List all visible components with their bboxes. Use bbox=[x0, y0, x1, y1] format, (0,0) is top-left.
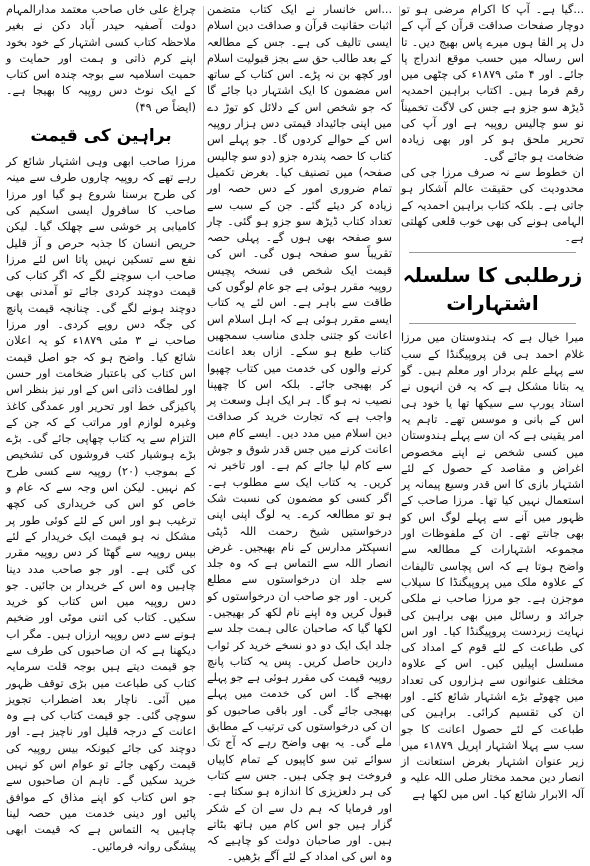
column-1-top-text: ...گیا ہے۔ آپ کا اکرام مرضی ہو تو دوچار صفحات صداقت قرآن کے آپ کے دل پر القا ہوں میرے پاس بھیج دیں۔ تا اس رسالہ میں حسب موقع اندراج پا جائے۔ اور ۴ مئی ۱۸۷۹ء کی چٹھی میں رقم فرما ہیں۔ اکتاب براہین احمدیہ ڈیڑھ سو جزو ہے جس کی لاگت تخمیناً نو سو چالیس روپیہ ہے اور آپ کی تحریر ملحق ہو کر اور بھی زیادہ ضخامت ہو جائے گی۔ bbox=[401, 3, 584, 163]
section-divider bbox=[409, 252, 576, 253]
column-1 bbox=[401, 2, 584, 801]
column-3-body-text: مرزا صاحب ابھی وہی اشتہار شائع کر رہے تھے کہ روپیہ چاروں طرف سے مینہ کی طرح برسنا شروع ہو گیا اور مرزا صاحب کا سافرول ایسی اسکیم کی کامیابی پر خوشی سے چھلک گیا۔ لیکن حریص انسان کا جذبہ حرص و آز قلیل نفع سے تسکین نہیں پاتا اس لئے مرزا صاحب اب سوچنے لگے کہ اگر کتاب کی قیمت دوچند کردی جائے تو آمدنی بھی دوچند ہونے لگے گی۔ چنانچہ قیمت پانچ کی جگہ دس روپے کردی۔ اور مرزا صاحب نے ۳ مئی ۱۸۷۹ء کو یہ اعلان شائع کیا۔ واضح ہو کہ جو اصل قیمت اس کتاب کی باعتبار ضخامت اور حسن اور لطافت ذاتی اس کے اور نیز بنظر اس پاکیزگی خط اور تحریر اور عمدگی کاغذ وغیرہ لوازم اور مراتب کے کہ جن کے التزام سے یہ کتاب چھاپی جائے گی۔ بڑے بڑے ہوشیار کتب فروشوں کی تشخیص کے بموجب (۲۰) روپیہ سے کسی طرح کم نہیں۔ لیکن اس وجہ سے کہ عام و خاص کو اس کی خریداری کی کچھ ترغیب ہو اور اس کے لئے کوئی طور پر مشکل نہ ہو قیمت ایک خریدار کے لئے بیس روپیہ سے گھٹا کر دس روپیہ مقرر کی گئی ہے۔ اور جو صاحب مدد دینا چاہیں وہ اس کے خریدار بن جائیں۔ جو دس روپیہ میں اس کتاب کو خرید سکیں۔ کتاب کی اتنی موٹی اور ضخیم ہونے سے دس روپیہ ارزاں ہیں۔ مگر اب دیکھنا ہے کہ ان صاحبوں کی طرف سے جو قیمت دیتے ہیں بوجہ قلت سرمایہ کتاب کی طباعت میں بڑی توقف ظہور میں آئی۔ ناچار بعد اضطراب تجویز سوچی گئی۔ جو قیمت کتاب کی ہے وہ اعانت کے درجہ قلیل اور ناچیز ہے۔ اور دوچند کی جائے کیونکہ بیس روپیہ کی قیمت رکھی جائے تو عوام اس کو نہیں خرید سکیں گے۔ تاہم ان صاحبوں سے جو اس کتاب کو اپنے مذاق کے موافق پائیں اور دینی خدمت میں حصہ لینا چاہیں یہ التماس ہے کہ قیمت ابھی پیشگی روانہ فرمائیں۔ bbox=[6, 155, 196, 853]
column-3 bbox=[6, 2, 196, 853]
section-heading-advertisements: زرطلبی کا سلسلہ اشتہارات bbox=[402, 263, 583, 316]
column-rule bbox=[203, 6, 204, 746]
column-2-text: ...اس خانسار نے ایک کتاب متضمن اثبات حقانیت قرآن و صداقت دین اسلام ایسی تالیف کی ہے۔ جس کے مطالعہ کے بعد طالب حق سے بجز قبولیت اسلام اور کچھ بن نہ پڑے۔ اس کتاب کے ساتھ اس مضمون کا ایک اشتہار دیا جائے گا کہ جو شخص اس کے دلائل کو توڑ دے میں اپنی جائیداد قیمتی دس ہزار روپیہ اس کے حوالے کردوں گا۔ جو پہلے اس کتاب کا حصہ پندرہ جزو (دو سو چالیس صفحہ) میں تصنیف کیا۔ بغرض تکمیل تمام ضروری امور کے دس حصہ اور زیادہ کر دیئے گئے۔ جن کے سبب سے تعداد کتاب ڈیڑھ سو جزو ہو گئی۔ چار سو صفحہ بھی ہوں گے۔ پہلی حصہ تقریباً سو صفحہ ہوں گی۔ اس کی قیمت ایک شخص فی نسخہ پچیس روپیہ مقرر ہوئی ہے جو عام لوگوں کی طاقت سے باہر ہے۔ اس لئے یہ کتاب ایسے مقرر ہوئی ہے کہ اہل اسلام اس اعانت کو جتنی جلدی مناسب سمجھیں کتاب طبع ہو سکے۔ ازاں بعد اعانت کرنے والوں کی خدمت میں کتاب چھپوا کر بھیجی جائے۔ بلکہ اس کا چھپنا نصیب نہ ہو گا۔ ہر ایک اہل وسعت پر واجب ہے کہ تجارت خرید کر صداقت دین اسلام میں مدد دیں۔ ایسے کام میں اعانت کرنے میں جس قدر شوق و جوش سے کام لیا جائے کم ہے۔ اور تاخیر نہ کریں۔ یہ کتاب ایک سے مطلوب ہے۔ اگر کسی کو مضمون کی نسبت شک ہو تو مطالعہ کرے۔ یہ لوگ اپنی اپنی درخواستیں شیخ رحمت اللہ ڈپٹی انسپکٹر مدارس کے نام بھیجیں۔ غرض انصار اللہ سے التماس ہے کہ وہ جلد سے جلد ان درخواستوں سے مطلع کریں۔ اور جو صاحب ان درخواستوں کو قبول کریں وہ اپنے نام لکھ کر بھیجیں۔ لکھا گیا کہ صاحبان عالی ہمت جلد سے جلد ایک ایک دو دو نسخے خرید کر ثواب دارین حاصل کریں۔ پس یہ کتاب پانچ روپیہ قیمت کی مقرر ہوئی ہے جو پہلے بھیجے گا۔ اس کی خدمت میں پہلے بھیجی جائے گی۔ اور باقی صاحبوں کو ان کی درخواستوں کی ترتیب کے مطابق ملے گی۔ یہ بھی واضح رہے کہ آج تک سوائے تین سو کاپیوں کے تمام کاپیاں فروخت ہو چکی ہیں۔ جس سے کتاب کی ہر دلعزیزی کا اندازہ ہو سکتا ہے۔ اور فرمایا کہ ہم دل سے ان کے شکر گزار ہیں جو اس کام میں ہاتھ بٹاتے ہیں۔ اور صاحبان دولت کو چاہیے کہ وہ اس کی امداد کے لئے آگے بڑھیں۔ bbox=[207, 3, 392, 864]
column-rule bbox=[399, 6, 400, 746]
section-divider bbox=[409, 323, 576, 324]
column-2 bbox=[207, 2, 392, 864]
column-1-mid-text: ان خطوط سے نہ صرف مرزا جی کی محدودیت کی حقیقت عالم آشکار ہو جاتی ہے۔ بلکہ کتاب براہین احمدیہ کے الہامی ہونے کی بھی خوب قلعی کھلتی ہے۔ bbox=[401, 165, 584, 245]
column-3-top-text: چراغ علی خاں صاحب معتمد مدارالمہام دولت آصفیہ حیدر آباد دکن نے بغیر ملاحظہ کتاب کسی اشتہار کے خود بخود اپنے کرم ذاتی و ہمت اور حمایت و حمیت اسلامیہ سے بوجہ چندہ اس کتاب کے ایک نوٹ دس روپیہ کا بھیجا ہے۔ (ایضاً ص ۴۹) bbox=[6, 3, 196, 114]
section-heading-price: براہین کی قیمت bbox=[30, 126, 172, 147]
column-1-body-text: میرا خیال ہے کہ ہندوستان میں مرزا غلام احمد ہی فن پروپیگنڈا کے سب سے پہلے علم بردار اور معلم ہیں۔ گو یہ بتانا مشکل ہے کہ یہ فن انہوں نے استاد یورپ سے سیکھا تھا یا خود ہی اس کے بانی و موسس تھے۔ تاہم یہ امر یقینی ہے کہ ان سے پہلے ہندوستان میں کسی شخص نے اپنے مخصوص اغراض و مقاصد کے حصول کے لئے اشتہار بازی کا اس قدر وسیع پیمانہ پر استعمال نہیں کیا تھا۔ مرزا صاحب کے ظہور میں آنے سے پہلے لوگ اس کو بھی جانتے تھے۔ ان کے ملفوظات اور مجموعہ اشتہارات کے مطالعہ سے واضح ہوتا ہے کہ اس پچاسی تالیفات کے علاوہ ملک میں پروپیگنڈا کا سیلاب موجزن ہے۔ جو مرزا صاحب نے ملکی جرائد و رسائل میں بھی براہین کی نہایت زبردست پروپیگنڈا کیا۔ اور اس کی طباعت کے لئے قوم کے امداد کی مسلسل اپیلیں کیں۔ اس کے علاوہ مختلف عنوانوں سے ہزاروں کی تعداد میں چھوٹے بڑے اشتہار شائع کئے۔ اور ان کی تقسیم کرائی۔ براہین کی طباعت کے لئے حصول اعانت کا جو سب سے پہلا اشتہار اپریل ۱۸۷۹ء میں زیر عنوان اشتہار بغرض استعانت از انصار دین محمد مختار صلی اللہ علیہ و آلہ الابرار شائع کیا۔ اس میں لکھا ہے bbox=[401, 331, 584, 801]
